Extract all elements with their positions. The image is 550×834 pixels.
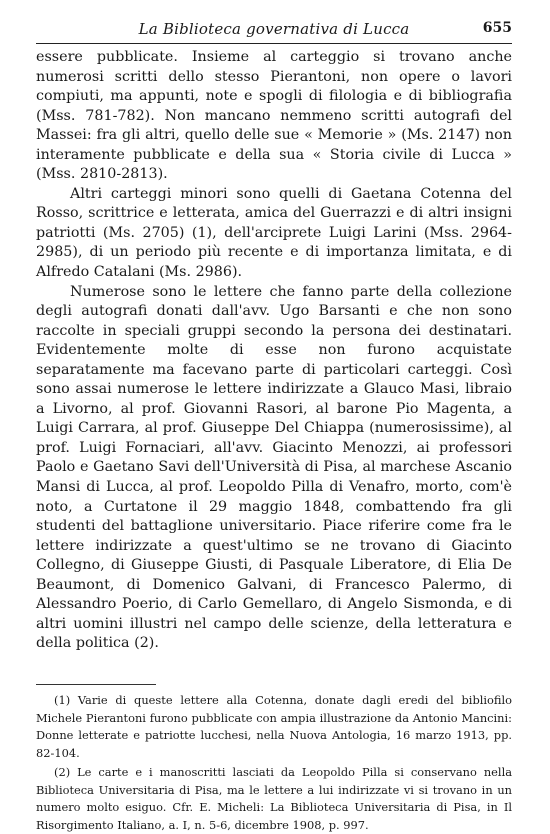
running-header (36, 20, 512, 42)
footnotes (36, 692, 512, 834)
header-rule (36, 43, 512, 44)
paragraph-minor-correspondence: Altri carteggi minori sono quelli di Gaetana Cotenna del Rosso, scrittrice e letterata, amica del Guerrazzi e di altri insigni patriotti (Ms. 2705) (1), dell'arciprete Luigi Larini (Mss. 2964-2985), di un periodo più recente e di importanza limitata, e di Alfredo Catalani (Ms. 2986). (36, 185, 512, 281)
paragraph-continuation: essere pubblicate. Insieme al carteggio si trovano anche numerosi scritti dello stesso Pierantoni, non opere o lavori compiuti, ma appunti, note e spogli di filologia e di bibliografia (Mss. 781-782). Non mancano nemmeno scritti autografi del Massei: fra gli altri, quello delle sue « Memorie » (Ms. 2147) non interamente pubblicate e della sua « Storia civile di Lucca » (Mss. 2810-2813). (36, 49, 512, 183)
footnote-2: (2) Le carte e i manoscritti lasciati da Leopoldo Pilla si conservano nella Biblioteca Universitaria di Pisa, ma le lettere a lui indirizzate vi si trovano in un numero molto esiguo. Cfr. E. Micheli: La Biblioteca Universitaria di Pisa, in Il Risorgimento Italiano, a. I, n. 5-6, dicembre 1908, p. 997. (36, 765, 512, 832)
paragraph-autograph-collection: Numerose sono le lettere che fanno parte della collezione degli autografi donati dall'avv. Ugo Barsanti e che non sono raccolte in speciali gruppi secondo la persona dei destinatari. Evidentemente molte di esse non furono acquistate separatamente ma facevano parte di particolari carteggi. Così sono assai numerose le lettere indirizzate a Glauco Masi, libraio a Livorno, al prof. Giovanni Rasori, al barone Pio Magenta, a Luigi Carrara, al prof. Giuseppe Del Chiappa (numerosissime), al prof. Luigi Fornaciari, all'avv. Giacinto Menozzi, ai professori Paolo e Gaetano Savi dell'Università di Pisa, al marchese Ascanio Mansi di Lucca, al prof. Leopoldo Pilla di Venafro, morto, com'è noto, a Curtatone il 29 maggio 1848, combattendo fra gli studenti del battaglione universitario. Piace riferire come fra le lettere indirizzate a quest'ultimo se ne trovano di Giacinto Collegno, di Giuseppe Giusti, di Pasquale Liberatore, di Elia De Beaumont, di Domenico Galvani, di Francesco Palermo, di Alessandro Poerio, di Carlo Gemellaro, di Angelo Sismonda, e di altri uomini illustri nel campo delle scienze, della letteratura e della politica (2). (36, 283, 512, 652)
page-number: 655 (482, 20, 512, 36)
footnote-1: (1) Varie di queste lettere alla Cotenna, donate dagli eredi del bibliofilo Michele Pierantoni furono pubblicate con ampia illustrazione da Antonio Mancini: Donne letterate e patriotte lucchesi, nella Nuova Antologia, 16 marzo 1913, pp. 82-104. (36, 693, 512, 760)
running-title: La Biblioteca governativa di Lucca (138, 20, 410, 38)
footnote-rule (36, 684, 156, 685)
body-text (36, 48, 512, 654)
